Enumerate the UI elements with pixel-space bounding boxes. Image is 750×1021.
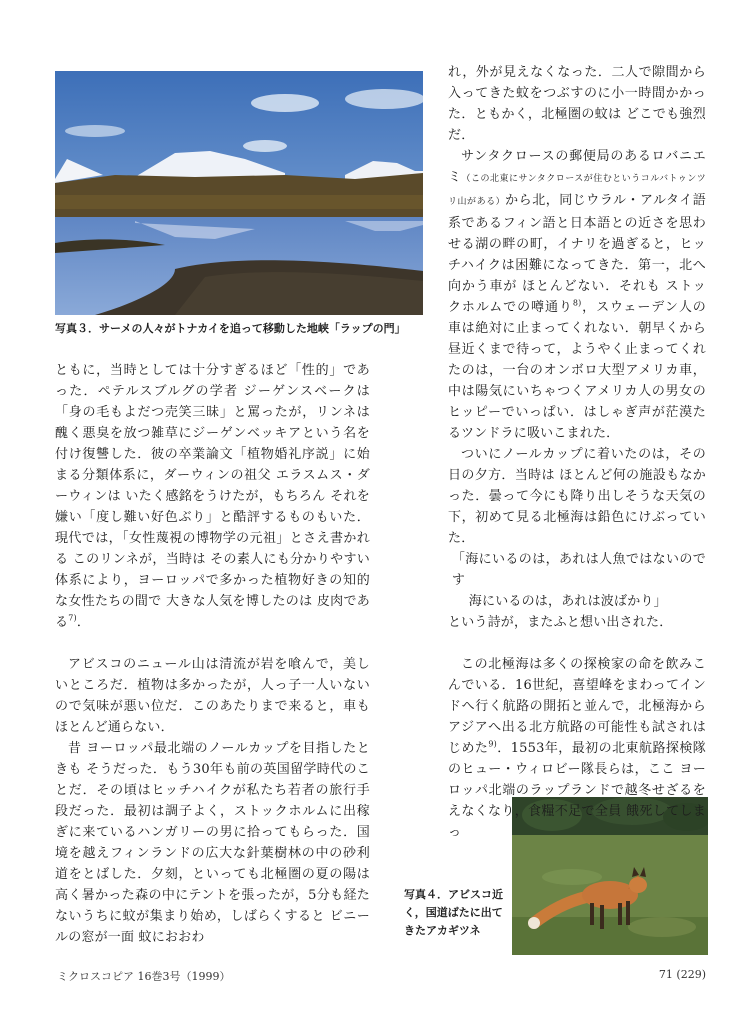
paragraph-text: サンタクロースの郵便局のあるロバニエミ [448,149,706,185]
journal-footer: ミクロスコピア 16巻3号（1999） [57,970,231,983]
reference-mark: 8) [572,298,582,308]
poem-line: 「海にいるのは，あれは人魚ではないのです [451,552,706,588]
paragraph [55,360,370,633]
landscape-photo [55,71,423,315]
paragraph: という詩が，またふと想い出された． [448,615,673,630]
paragraph-text: から北，同じウラル・アルタイ語系であるフィン語と日本語との近さを思わせる湖の畔の町，イナリを過ぎると，ヒッチハイクは困難になってきた．第一，北へ向かう車が ほとんどない．それも ストックホルムでの噂通り [448,193,707,315]
page-number: 71 (229) [658,968,706,981]
paragraph-text: この北極海は多くの探検家の命を飲みこんでいる．16世紀，喜望峰をまわってインドへ行く航路の開拓と並んで，北極海からアジアへ出る北方航路の可能性も試されはじめた [448,657,706,756]
left-column [55,360,370,948]
paragraph-text: ，スウェーデン人の車は絶対に止まってくれない．朝早くから昼近くまで待って，ようやく止まってくれたのは，一台のオンボロ大型アメリカ車，中は陽気にいちゃつくアメリカ人の男女のヒッピーでいっぱい．はしゃぎ声が茫漠たるツンドラに吸いこまれた． [448,300,706,441]
right-column [448,62,706,843]
reference-mark: 9) [488,739,497,749]
paragraph-end: ． [76,615,91,630]
poem-line: 海にいるのは，あれは波ばかり」 [468,594,667,609]
paragraph-text: ．1553年，最初の北東航路探検隊のヒュー・ウィロビー隊長らは，ここ ヨーロッパ北端のラップランドで越冬せざるをえなくなり，食糧不足で全員 餓死してしまっ [448,741,706,840]
paragraph [448,654,706,843]
paragraph: 昔 ヨーロッパ最北端のノールカップを目指したときも そうだった．もう30年も前の英国留学時代のことだ．その頃はヒッチハイクが私たち若者の旅行手段だった．最初は調子よく，ストックホルムに出稼ぎに来ているハンガリーの男に拾ってもらった．国境を越えフィンランドの広大な針葉樹林の中の砂利道をとばした．夕刻，といっても北極圏の夏の陽は高く暑かった森の中にテントを張ったが，5分も経たないうちに蚊が集まり始め，しばらくすると ビニールの窓が一面 蚊におおわ [55,741,370,945]
paragraph: れ，外が見えなくなった．二人で隙間から入ってきた蚊をつぶすのに小一時間かかった．ともかく，北極圏の蚊は どこでも強烈だ． [448,65,706,143]
paragraph: ついにノールカップに着いたのは，その日の夕方．当時は ほとんど何の施設もなかった．曇って今にも降り出しそうな天気の下，初めて見る北極海は鉛色にけぶっていた． [448,447,706,546]
paragraph [448,146,706,444]
paragraph: アビスコのニュール山は清流が岩を喰んで，美しいところだ．植物は多かったが，人っ子一人いないので気味が悪い位だ．このあたりまで来ると，車もほとんど通らない． [55,657,370,735]
inline-note: （この北東にサンタクロースが住むというコルバトゥンツリ山がある） [448,174,706,207]
figure3-caption: 写真３．サーメの人々がトナカイを追って移動した地峡「ラップの門」 [55,322,406,335]
photo-lapp-gate [55,71,423,315]
paragraph-text: ともに，当時としては十分すぎるほど「性的」であった．ペテルスブルグの学者 ジーゲンスベークは「身の毛もよだつ売笑三昧」と罵ったが，リンネは醜く悪臭を放つ雑草にジーゲンベッキアという名を付け復讐した．彼の卒業論文「植物婚礼序説」に始まる分類体系に，ダーウィンの祖父 エラスムス・ダーウィンは いたく感銘をうけたが，もちろん それを嫌い「度し難い好色ぶり」と酷評するものもいた．現代では，「女性蔑視の博物学の元祖」とさえ書かれる このリンネが，当時は その素人にも分かりやすい体系により，ヨーロッパで多かった植物好きの知的な女性たちの間で 大きな人気を博したのは 皮肉である [55,363,370,630]
figure4-caption: 写真４．アビスコ近く，国道ばたに出てきたアカギツネ [404,888,503,937]
reference-mark: 7) [68,613,77,623]
